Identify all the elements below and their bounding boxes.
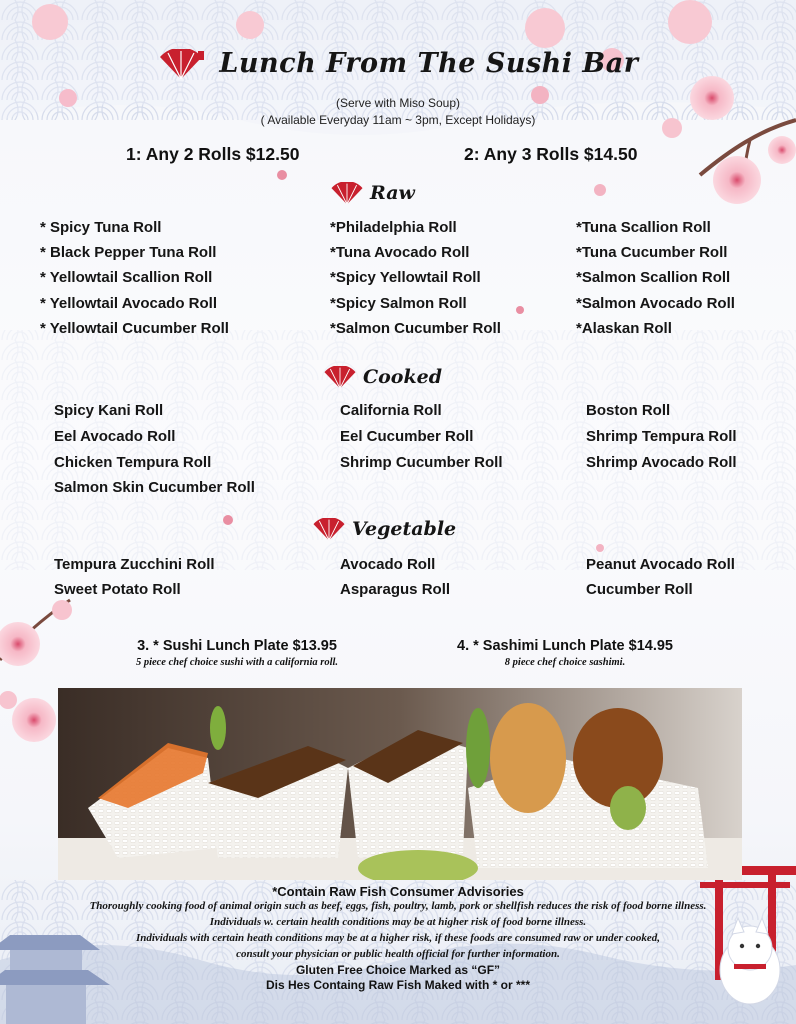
menu-item: * Yellowtail Cucumber Roll <box>40 320 229 337</box>
menu-item: * Spicy Tuna Roll <box>40 219 162 236</box>
page-title-row <box>0 48 796 81</box>
menu-item: *Salmon Avocado Roll <box>576 295 735 312</box>
menu-item: *Philadelphia Roll <box>330 219 457 236</box>
menu-item: *Salmon Scallion Roll <box>576 269 731 286</box>
menu-item: *Tuna Scallion Roll <box>576 219 711 236</box>
sushi-plate-title: 3. * Sushi Lunch Plate $13.95 <box>137 638 337 654</box>
menu-item: Eel Cucumber Roll <box>340 428 474 445</box>
section-title-cooked: Cooked <box>363 366 443 388</box>
fan-icon <box>330 182 364 206</box>
advisory-line: Individuals w. certain health conditions may be at higher risk of food borne illness. <box>209 916 587 928</box>
sushi-plate-description: 5 piece chef choice sushi with a california roll. <box>135 657 339 668</box>
section-title-vegetable: Vegetable <box>352 518 457 540</box>
menu-item: Shrimp Avocado Roll <box>586 454 737 471</box>
fan-icon <box>323 366 357 390</box>
fan-icon <box>158 49 204 81</box>
menu-item: California Roll <box>340 402 442 419</box>
section-heading-cooked <box>323 366 442 390</box>
section-title-raw: Raw <box>370 182 415 204</box>
section-heading-vegetable <box>312 518 456 542</box>
menu-item: *Spicy Yellowtail Roll <box>330 269 481 286</box>
menu-item: Shrimp Tempura Roll <box>586 428 737 445</box>
section-heading-raw <box>330 182 415 206</box>
sashimi-plate-title: 4. * Sashimi Lunch Plate $14.95 <box>457 638 673 654</box>
sashimi-plate-description: 8 piece chef choice sashimi. <box>504 657 626 668</box>
gluten-free-note: Gluten Free Choice Marked as “GF” <box>295 963 501 977</box>
menu-item: *Spicy Salmon Roll <box>330 295 467 312</box>
fan-icon <box>312 518 346 542</box>
menu-item: Asparagus Roll <box>340 581 451 598</box>
advisory-line: Thoroughly cooking food of animal origin such as beef, eggs, fish, poultry, lamb, pork or shellfish reduces the risk of food borne illness. <box>89 900 707 912</box>
menu-item: Tempura Zucchini Roll <box>54 556 215 573</box>
menu-item: Spicy Kani Roll <box>54 402 164 419</box>
subtitle-availability: ( Available Everyday 11am ~ 3pm, Except Holidays) <box>260 113 536 127</box>
menu-item: *Alaskan Roll <box>576 320 672 337</box>
raw-fish-note: Dis Hes Containg Raw Fish Maked with * or *** <box>265 978 531 992</box>
menu-item: * Yellowtail Avocado Roll <box>40 295 217 312</box>
menu-item: *Salmon Cucumber Roll <box>330 320 501 337</box>
page-title: Lunch From The Sushi Bar <box>219 48 639 79</box>
menu-item: Boston Roll <box>586 402 671 419</box>
menu-item: Chicken Tempura Roll <box>54 454 212 471</box>
menu-item: Peanut Avocado Roll <box>586 556 735 573</box>
menu-item: Shrimp Cucumber Roll <box>340 454 503 471</box>
menu-item: Salmon Skin Cucumber Roll <box>54 479 255 496</box>
advisory-title: *Contain Raw Fish Consumer Advisories <box>272 884 524 899</box>
menu-item: * Yellowtail Scallion Roll <box>40 269 213 286</box>
subtitle-miso: (Serve with Miso Soup) <box>335 96 461 110</box>
menu-item: * Black Pepper Tuna Roll <box>40 244 217 261</box>
offer-two-rolls: 1: Any 2 Rolls $12.50 <box>126 144 300 164</box>
menu-item: Cucumber Roll <box>586 581 693 598</box>
menu-item: *Tuna Avocado Roll <box>330 244 470 261</box>
offer-three-rolls: 2: Any 3 Rolls $14.50 <box>464 144 638 164</box>
menu-item: *Tuna Cucumber Roll <box>576 244 728 261</box>
menu-item: Eel Avocado Roll <box>54 428 176 445</box>
sushi-photo <box>58 688 742 880</box>
menu-item: Avocado Roll <box>340 556 436 573</box>
advisory-line: Individuals with certain heath conditions may be at a higher risk, if these foods are consumed raw or under cooked, <box>135 932 661 944</box>
advisory-line: consult your physician or public health official for further information. <box>236 948 560 960</box>
menu-item: Sweet Potato Roll <box>54 581 181 598</box>
